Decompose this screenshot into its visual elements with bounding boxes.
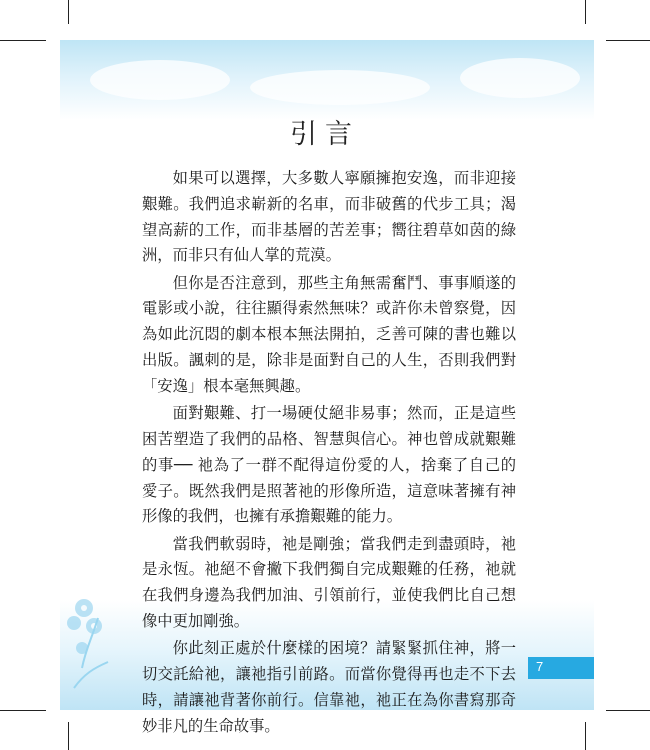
paragraph: 但你是否注意到，那些主角無需奮鬥、事事順遂的電影或小說，往往顯得索然無味？或許你未曾察覺，因為如此沉悶的劇本根本無法開拍，乏善可陳的書也難以出版。諷刺的是，除非是面對自己的人生，否則我們對「安逸」根本毫無興趣。	[142, 273, 516, 395]
paragraph: 當我們軟弱時，祂是剛強；當我們走到盡頭時，祂是永恆。祂絕不會撇下我們獨自完成艱難的任務，祂就在我們身邊為我們加油、引領前行，並使我們比自己想像中更加剛強。	[142, 534, 516, 631]
flower-ornament-icon	[64, 578, 144, 708]
paragraph: 你此刻正處於什麼樣的困境？請緊緊抓住神，將一切交託給祂，讓祂指引前路。而當你覺得再也走不下去時，請讓祂背著你前行。信靠祂，祂正在為你書寫那奇妙非凡的生命故事。	[142, 639, 516, 735]
crop-mark	[68, 722, 69, 750]
crop-mark	[0, 710, 46, 711]
crop-mark	[0, 40, 46, 41]
paragraph: 如果可以選擇，大多數人寧願擁抱安逸，而非迎接艱難。我們追求嶄新的名車，而非破舊的代步工具；渴望高薪的工作，而非基層的苦差事；嚮往碧草如茵的綠洲，而非只有仙人掌的荒漠。	[142, 169, 516, 265]
crop-mark	[585, 722, 586, 750]
page-title: 引言	[290, 119, 360, 150]
crop-mark	[606, 710, 650, 711]
paragraph: 面對艱難、打一場硬仗絕非易事；然而，正是這些困苦塑造了我們的品格、智慧與信心。神也曾成就艱難的事── 祂為了一群不配得這份愛的人，捨棄了自己的愛子。既然我們是照著祂的形像所造，這意味著擁有神形像的我們，也擁有承擔艱難的能力。	[142, 404, 516, 526]
crop-mark	[585, 0, 586, 24]
crop-mark	[606, 40, 650, 41]
body-text	[142, 166, 516, 741]
crop-mark	[68, 0, 69, 24]
top-decorative-band	[60, 40, 594, 120]
page-number: 7	[536, 659, 544, 674]
